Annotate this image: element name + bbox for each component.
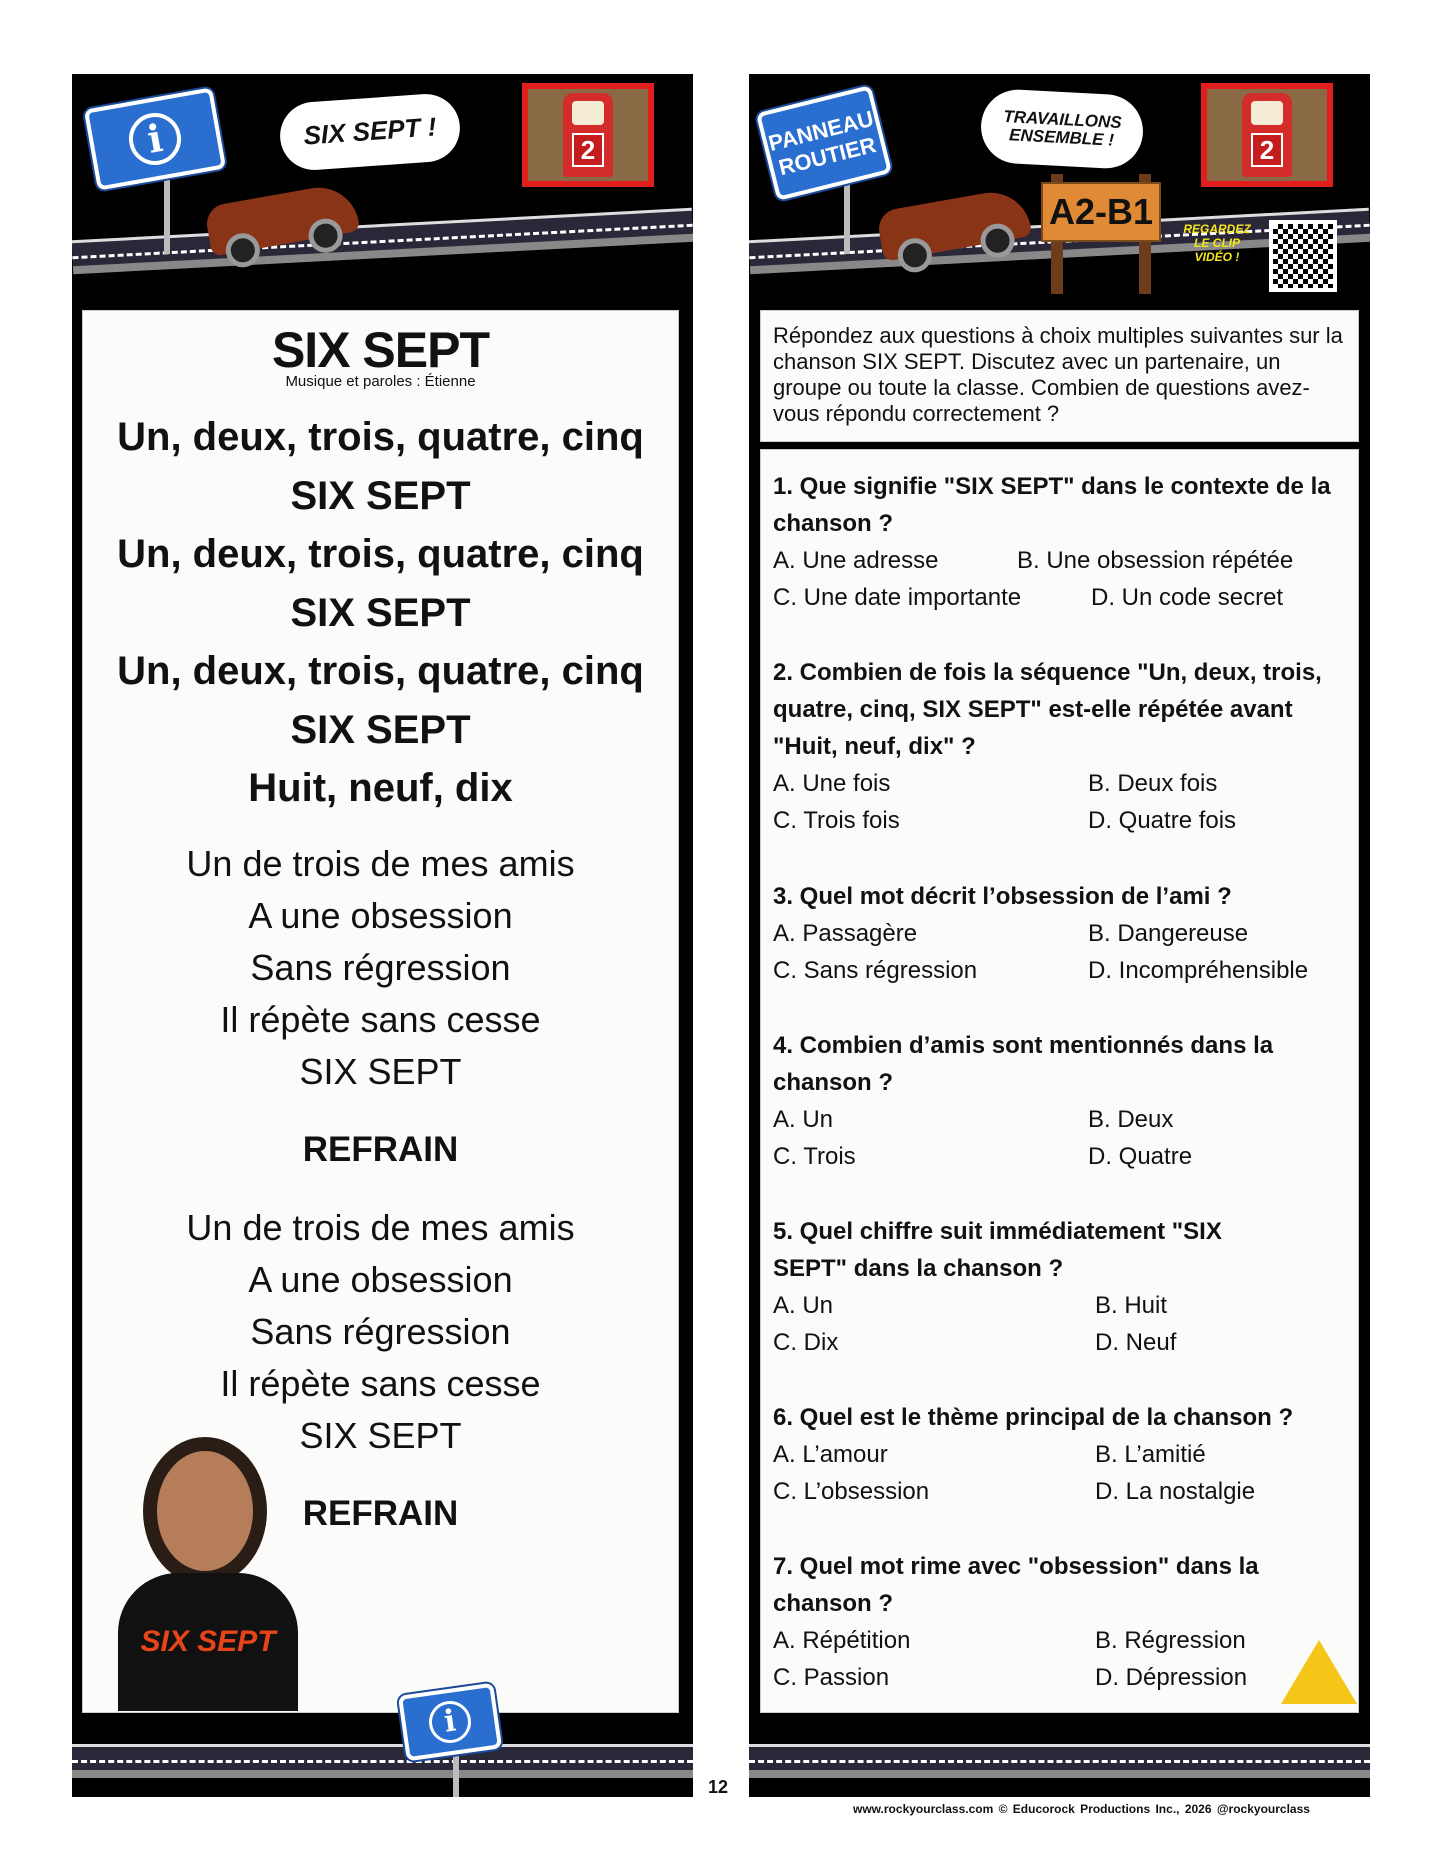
sign-post — [453, 1754, 459, 1797]
level-badge: A2-B1 — [1041, 182, 1161, 242]
qr-code[interactable] — [1269, 220, 1337, 292]
question-text: 5. Quel chiffre suit immédiatement "SIX SEPT" dans la chanson ? — [773, 1218, 1222, 1282]
option-b[interactable]: B. Dangereuse — [1088, 920, 1249, 947]
chorus-line: SIX SEPT — [290, 590, 471, 635]
chorus-line: SIX SEPT — [290, 707, 471, 752]
question-7 — [773, 1548, 1350, 1696]
gas-pump-icon — [522, 83, 654, 187]
verse-line: SIX SEPT — [299, 1050, 462, 1092]
question-text: 1. Que signifie "SIX SEPT" dans le contexte de la chanson ? — [773, 473, 1331, 537]
refrain-label: REFRAIN — [302, 1493, 459, 1533]
option-a[interactable]: A. Passagère — [773, 920, 918, 947]
option-c[interactable]: C. Trois fois — [773, 807, 900, 834]
question-5 — [773, 1213, 1350, 1361]
question-text: 7. Quel mot rime avec "obsession" dans la chanson ? — [773, 1553, 1259, 1617]
verse-1 — [83, 838, 678, 1098]
verse-line: SIX SEPT — [299, 1414, 462, 1456]
sign-post — [844, 174, 850, 254]
info-icon: i — [426, 1698, 473, 1745]
question-text: 2. Combien de fois la séquence "Un, deux, trois, quatre, cinq, SIX SEPT" est-elle répétée avant "Huit, neuf, dix" ? — [773, 659, 1322, 760]
road-graphic — [749, 1744, 1370, 1778]
question-text: 3. Quel mot décrit l’obsession de l’ami ? — [773, 883, 1232, 910]
roadwork-sign-icon — [1281, 1640, 1357, 1704]
option-a[interactable]: A. Une fois — [773, 770, 891, 797]
song-credits: Musique et paroles : Étienne — [285, 373, 476, 390]
option-a[interactable]: A. Un — [773, 1106, 834, 1133]
option-d[interactable]: D. La nostalgie — [1095, 1478, 1256, 1505]
chorus-line: Un, deux, trois, quatre, cinq — [117, 649, 644, 693]
info-icon: i — [125, 109, 185, 169]
woman-photo — [157, 1451, 253, 1571]
verse-line: A une obsession — [248, 1258, 513, 1300]
option-c[interactable]: C. Dix — [773, 1329, 839, 1356]
option-d[interactable]: D. Dépression — [1095, 1664, 1248, 1691]
page-number: 12 — [708, 1777, 729, 1797]
lyrics-panel — [72, 74, 693, 1797]
option-c[interactable]: C. Une date importante — [773, 584, 1022, 611]
option-b[interactable]: B. L’amitié — [1095, 1441, 1206, 1468]
speech-bubble: SIX SEPT ! — [278, 92, 462, 172]
question-6 — [773, 1399, 1350, 1510]
quiz-panel — [749, 74, 1370, 1797]
lyrics-box — [82, 310, 679, 1713]
question-text: 6. Quel est le thème principal de la chanson ? — [773, 1404, 1294, 1431]
chorus-line: SIX SEPT — [290, 473, 471, 518]
verse-line: Il répète sans cesse — [220, 998, 541, 1040]
question-2 — [773, 654, 1350, 839]
song-title: SIX SEPT — [271, 322, 490, 378]
road-graphic — [72, 1744, 693, 1778]
question-text: 4. Combien d’amis sont mentionnés dans la chanson ? — [773, 1032, 1274, 1096]
option-a[interactable]: A. Un — [773, 1292, 834, 1319]
option-b[interactable]: B. Deux fois — [1088, 770, 1218, 797]
info-sign-bottom — [398, 1683, 502, 1762]
option-b[interactable]: B. Une obsession répétée — [1017, 547, 1294, 574]
questions-box — [760, 449, 1359, 1713]
option-c[interactable]: C. L’obsession — [773, 1478, 930, 1505]
level-number: 2 — [1251, 133, 1283, 167]
info-sign — [84, 87, 226, 190]
verse-2 — [83, 1202, 678, 1462]
level-number: 2 — [572, 133, 604, 167]
speech-bubble: TRAVAILLONS ENSEMBLE ! — [979, 88, 1145, 170]
verse-line: Il répète sans cesse — [220, 1362, 541, 1404]
verse-line: A une obsession — [248, 894, 513, 936]
option-b[interactable]: B. Régression — [1095, 1627, 1246, 1654]
chorus-line: Un, deux, trois, quatre, cinq — [117, 532, 644, 576]
question-1 — [773, 468, 1350, 616]
question-4 — [773, 1027, 1350, 1175]
verse-line: Un de trois de mes amis — [186, 1206, 575, 1248]
option-c[interactable]: C. Sans régression — [773, 957, 978, 984]
question-3 — [773, 878, 1350, 989]
option-b[interactable]: B. Deux — [1088, 1106, 1174, 1133]
option-d[interactable]: D. Quatre — [1088, 1143, 1193, 1170]
option-d[interactable]: D. Incompréhensible — [1088, 957, 1309, 984]
option-d[interactable]: D. Neuf — [1095, 1329, 1177, 1356]
gas-pump-icon — [1201, 83, 1333, 187]
option-a[interactable]: A. Une adresse — [773, 547, 939, 574]
chorus — [83, 408, 678, 818]
verse-line: Sans régression — [250, 946, 511, 988]
refrain-label: REFRAIN — [302, 1129, 459, 1169]
road-sign: PANNEAU ROUTIER — [756, 85, 892, 201]
tshirt-print: SIX SEPT — [118, 1573, 298, 1711]
chorus-line: Un, deux, trois, quatre, cinq — [117, 415, 644, 459]
option-a[interactable]: A. Répétition — [773, 1627, 911, 1654]
chorus-line: Huit, neuf, dix — [248, 766, 513, 810]
option-d[interactable]: D. Un code secret — [1091, 584, 1284, 611]
option-c[interactable]: C. Passion — [773, 1664, 890, 1691]
verse-line: Un de trois de mes amis — [186, 842, 575, 884]
sign-post — [164, 174, 170, 254]
instructions: Répondez aux questions à choix multiples suivantes sur la chanson SIX SEPT. Discutez avec un partenaire, un groupe ou toute la classe. Combien de questions avez-vous répondu correctement ? — [760, 310, 1359, 442]
verse-line: Sans régression — [250, 1310, 511, 1352]
video-hint: REGARDEZ LE CLIP VIDÉO ! — [1183, 222, 1251, 264]
option-c[interactable]: C. Trois — [773, 1143, 856, 1170]
option-d[interactable]: D. Quatre fois — [1088, 807, 1237, 834]
option-a[interactable]: A. L’amour — [773, 1441, 888, 1468]
footer-credits: www.rockyourclass.com © Educorock Productions Inc., 2026 @rockyourclass — [853, 1802, 1310, 1816]
option-b[interactable]: B. Huit — [1095, 1292, 1168, 1319]
